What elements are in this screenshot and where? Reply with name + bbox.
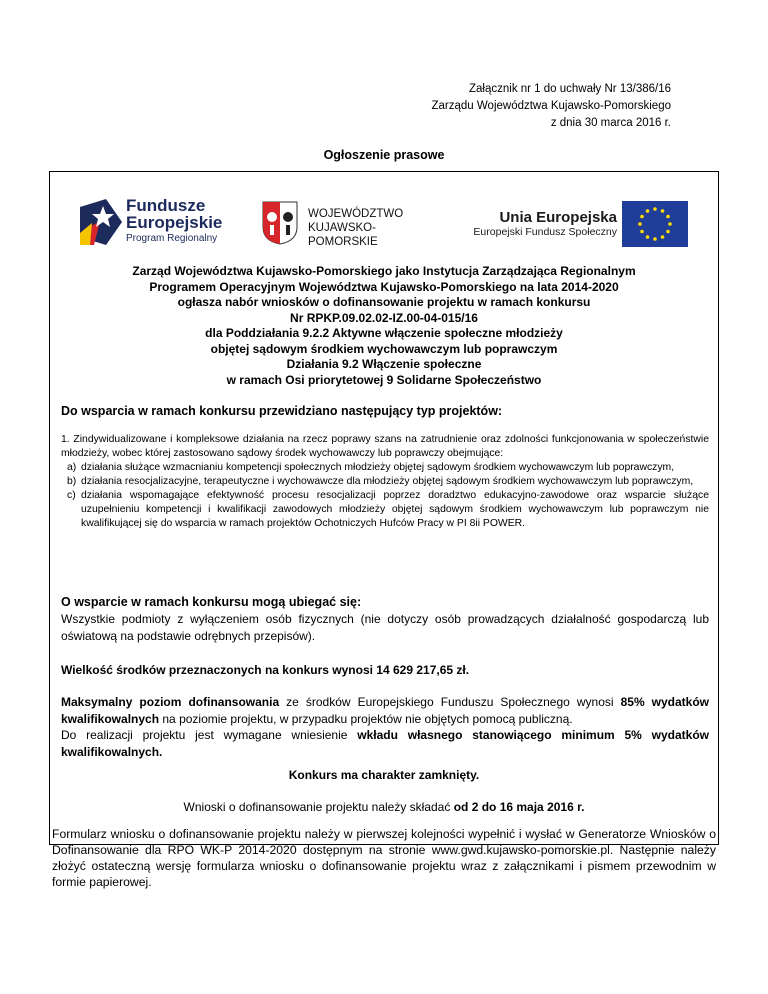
funds-amount: Wielkość środków przeznaczonych na konkurs wynosi 14 629 217,65 zł. <box>61 663 470 677</box>
deadline-text: Wnioski o dofinansowanie projektu należy składać <box>183 800 454 814</box>
list-item <box>61 461 709 475</box>
cofinancing-rate: 85% wydatków kwalifikowalnych <box>61 695 709 726</box>
woj-name <box>308 207 432 249</box>
support-types-intro: 1. Zindywidualizowane i kompleksowe działania na rzecz poprawy szans na zatrudnienie oraz zdolności funkcjonowania w społeczeństwie młodzieży, wobec której zastosowano sądowy środek wychowawczy lub poprawczy obejmujące: <box>61 434 709 459</box>
list-item-text: działania resocjalizacyjne, terapeutyczne i wychowawcze dla młodzieży objętej sądowym środkiem wychowawczym lub poprawczym, <box>81 476 694 487</box>
fe-title <box>126 197 222 231</box>
ue-title: Unia Europejska <box>499 209 617 226</box>
fe-line-1: Fundusze <box>126 196 206 215</box>
announce-line: Nr RPKP.09.02.02-IZ.00-04-015/16 <box>290 310 478 325</box>
form-info: Formularz wniosku o dofinansowanie projektu należy w pierwszej kolejności wypełnić i wysłać w Generatorze Wniosków o Dofinansowanie dla RPO WK-P 2014-2020 dostępnym na stronie www.gwd.kujawsko-pomorskie.pl. Następnie należy złożyć ostateczną wersję formularza wniosku o dofinansowanie projektu wraz z załącznikami i pismem przewodnim w formie papierowej. <box>52 827 716 889</box>
cofinancing-max-label: Maksymalny poziom dofinansowania <box>61 695 280 709</box>
eu-flag-icon <box>622 201 688 247</box>
cofinancing-text: ze środków Europejskiego Funduszu Społecznego wynosi <box>279 695 621 709</box>
announce-line: Zarząd Województwa Kujawsko-Pomorskiego jako Instytucja Zarządzająca Regionalnym <box>132 264 636 278</box>
fe-star-icon <box>80 199 122 245</box>
fundusze-europejskie-logo <box>80 195 250 255</box>
deadline-line <box>49 800 719 814</box>
list-item-text: działania wspomagające efektywność procesu resocjalizacji poprzez doradztwo edukacyjno-zawodowe oraz wsparcie służące uzupełnieniu kompetencji i kwalifikacji zawodowych młodzieży objętej sądowym środkiem wychowawczym lub poprawczym nie kwalifikującej się do wsparcia w ramach projektów Ochotniczych Hufców Pracy w PI 8ii POWER. <box>81 490 709 529</box>
list-marker: c) <box>67 490 76 501</box>
cofinancing-text-2: na poziomie projektu, w przypadku projektów nie objętych pomocą publiczną. <box>159 711 573 726</box>
eligibility-title: O wsparcie w ramach konkursu mogą ubiegać się: <box>61 595 362 609</box>
list-marker: a) <box>67 462 77 473</box>
closed-competition: Konkurs ma charakter zamknięty. <box>288 768 480 782</box>
list-item <box>61 475 709 489</box>
cofinancing-paragraph <box>61 694 709 760</box>
header-line-1: Załącznik nr 1 do uchwały Nr 13/386/16 <box>469 83 671 95</box>
fe-subtitle: Program Regionalny <box>126 233 218 244</box>
list-item <box>61 489 709 531</box>
announce-line: Programem Operacyjnym Województwa Kujawsko-Pomorskiego na lata 2014-2020 <box>149 279 619 294</box>
support-types-title: Do wsparcia w ramach konkursu przewidziano następujący typ projektów: <box>61 404 503 418</box>
header-line-2: Zarządu Województwa Kujawsko-Pomorskiego <box>431 100 671 112</box>
list-item-text: działania służące wzmacnianiu kompetencji społecznych młodzieży objętej sądowym środkiem wychowawczym lub poprawczym, <box>81 462 675 473</box>
own-contribution-rate: wkładu własnego stanowiącego minimum 5% wydatków kwalifikowalnych. <box>61 728 710 759</box>
coat-of-arms-icon <box>262 201 298 245</box>
wojewodztwo-logo <box>262 195 432 255</box>
deadline-dates: od 2 do 16 maja 2016 r. <box>453 800 585 814</box>
eligibility-text: Wszystkie podmioty z wyłączeniem osób fizycznych (nie dotyczy osób prowadzących działalność gospodarczą lub oświatową na podstawie odrębnych przepisów). <box>61 612 709 643</box>
support-types-list <box>61 461 709 531</box>
logo-bar <box>80 195 688 255</box>
woj-line-1: WOJEWÓDZTWO <box>308 208 404 220</box>
resolution-header <box>432 81 671 132</box>
fe-line-2: Europejskie <box>126 213 223 232</box>
unia-europejska-text <box>472 195 617 255</box>
announce-line: dla Poddziałania 9.2.2 Aktywne włączenie społeczne młodzieży <box>205 326 563 340</box>
woj-line-2: KUJAWSKO-POMORSKIE <box>308 222 378 248</box>
ue-subtitle: Europejski Fundusz Społeczny <box>473 226 617 238</box>
announce-line: Działania 9.2 Włączenie społeczne <box>286 357 482 371</box>
announce-line: objętej sądowym środkiem wychowawczym lub poprawczym <box>210 341 558 356</box>
announcement-heading <box>60 264 708 388</box>
announce-line: w ramach Osi priorytetowej 9 Solidarne Społeczeństwo <box>226 372 542 387</box>
own-contribution-text: Do realizacji projektu jest wymagane wniesienie <box>61 728 358 742</box>
announce-line: ogłasza nabór wniosków o dofinansowanie projektu w ramach konkursu <box>177 295 591 309</box>
list-marker: b) <box>67 476 77 487</box>
page-title: Ogłoszenie prasowe <box>323 148 445 162</box>
header-line-3: z dnia 30 marca 2016 r. <box>550 117 671 129</box>
